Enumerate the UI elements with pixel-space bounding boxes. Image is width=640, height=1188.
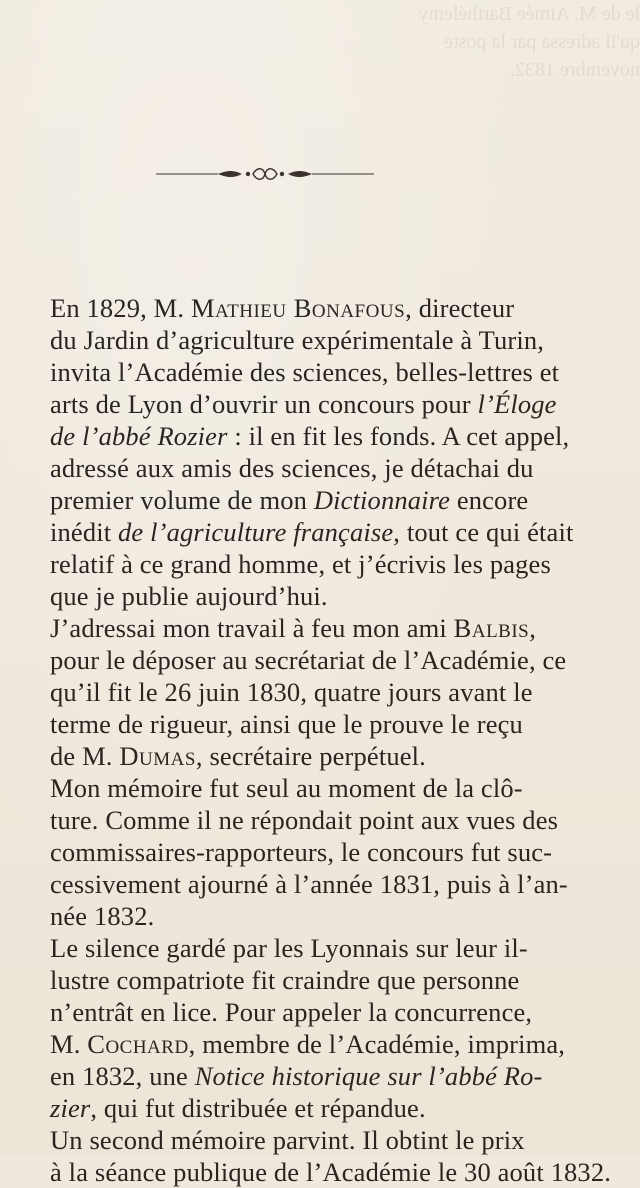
text-line: du Jardin d’agriculture expérimentale à Turin, <box>50 325 545 355</box>
text-line: relatif à ce grand homme, et j’écrivis les pages <box>50 549 551 579</box>
italic-title: l’Éloge <box>477 389 557 419</box>
text-line: Le silence gardé par les Lyonnais sur leur il- <box>50 933 528 963</box>
ornament-rule-icon <box>156 164 374 184</box>
text-line: que je publie aujourd’hui. <box>50 581 328 611</box>
text-line: pour le déposer au secrétariat de l’Académie, ce <box>50 645 567 675</box>
italic-title: de l’agriculture française <box>118 517 394 547</box>
small-caps-name: Dumas <box>119 741 196 771</box>
text-line: invita l’Académie des sciences, belles-lettres et <box>50 357 560 387</box>
small-caps-name: Cochard <box>87 1029 189 1059</box>
italic-title: zier <box>50 1093 91 1123</box>
text-line: en 1832, une Notice historique sur l’abbé Ro- <box>50 1061 543 1091</box>
small-caps-name: Balbis <box>453 613 530 643</box>
text-line: ture. Comme il ne répondait point aux vues des <box>50 805 559 835</box>
text-line: M. Cochard, membre de l’Académie, imprima, <box>50 1029 566 1059</box>
text-line: n’entrât en lice. Pour appeler la concurrence, <box>50 997 533 1027</box>
text-line: de l’abbé Rozier : il en fit les fonds. A cet appel, <box>50 421 570 451</box>
text-line: Un second mémoire parvint. Il obtint le prix <box>50 1125 525 1155</box>
text-line: de M. Dumas, secrétaire perpétuel. <box>50 741 426 771</box>
paragraph <box>32 772 612 932</box>
text-line: premier volume de mon Dictionnaire encore <box>50 485 529 515</box>
italic-title: Notice historique sur l’abbé Ro- <box>194 1061 543 1091</box>
text-line: J’adressai mon travail à feu mon ami Balbis, <box>50 613 537 643</box>
italic-title: Dictionnaire <box>313 485 451 515</box>
text-line: zier, qui fut distribuée et répandue. <box>50 1093 426 1123</box>
italic-title: de l’abbé Rozier <box>50 421 228 451</box>
text-line: terme de rigueur, ainsi que le prouve le reçu <box>50 709 523 739</box>
text-line: cessivement ajourné à l’année 1831, puis à l’an- <box>50 869 568 899</box>
paragraph <box>32 1124 612 1188</box>
bleed-through-text: le de M. Aimée Barthélemy qu'il adressa par la poste novembre 1832. <box>418 3 640 81</box>
text-line: à la séance publique de l’Académie le 30 août 1832. <box>50 1157 611 1187</box>
text-line: née 1832. <box>50 901 155 931</box>
text-line: arts de Lyon d’ouvrir un concours pour l’Éloge <box>50 389 557 419</box>
text-line: commissaires-rapporteurs, le concours fut suc- <box>50 837 553 867</box>
text-line: En 1829, M. Mathieu Bonafous, directeur <box>50 293 515 323</box>
paragraph <box>32 292 612 612</box>
text-line: qu’il fit le 26 juin 1830, quatre jours avant le <box>50 677 533 707</box>
text-line: inédit de l’agriculture française, tout ce qui était <box>50 517 574 547</box>
text-line: Mon mémoire fut seul au moment de la clô- <box>50 773 523 803</box>
paragraph <box>32 932 612 1124</box>
text-line: adressé aux amis des sciences, je détachai du <box>50 453 534 483</box>
small-caps-name: Mathieu Bonafous <box>190 293 406 323</box>
text-line: lustre compatriote fit craindre que personne <box>50 965 520 995</box>
paragraph <box>32 612 612 772</box>
body-text <box>32 292 612 1188</box>
